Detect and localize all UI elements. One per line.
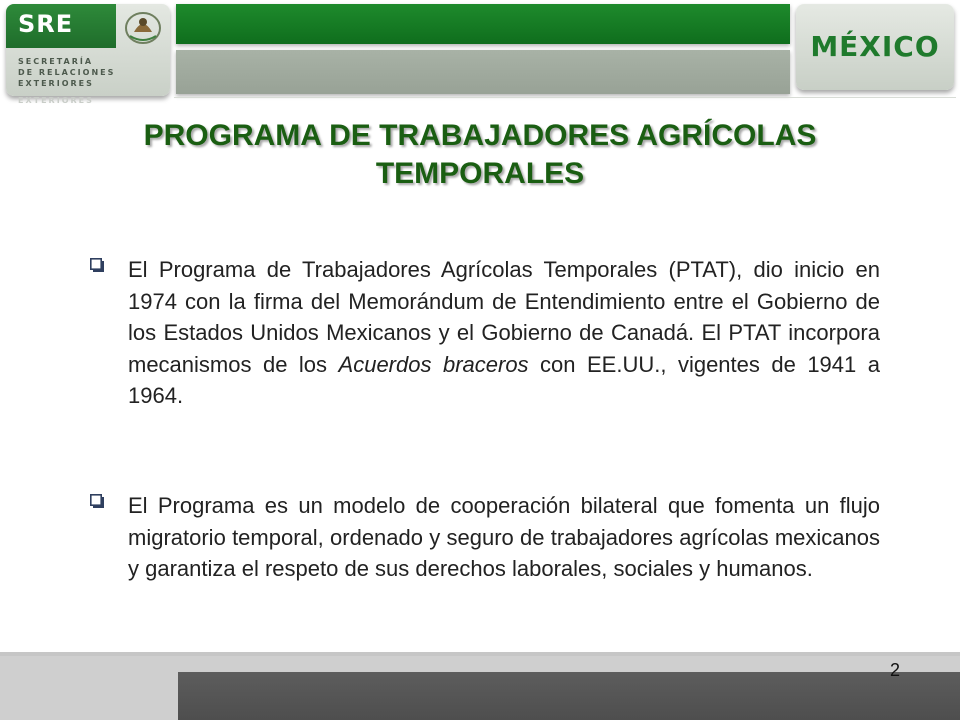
slide-title-line-1: PROGRAMA DE TRABAJADORES AGRÍCOLAS xyxy=(143,119,817,152)
bullet-text xyxy=(128,254,880,412)
footer-dark-band xyxy=(178,672,960,720)
hollow-square-checkbox-icon xyxy=(90,258,104,272)
sre-abbreviation: SRE xyxy=(18,10,74,38)
bullet-text: El Programa es un modelo de cooperación bilateral que fomenta un flujo migratorio temporal, ordenado y seguro de trabajadores agrícolas mexicanos y garantiza el respeto de sus derechos laborales, sociales y humanos. xyxy=(128,493,880,581)
bullet-item-ptat-origin xyxy=(90,254,880,412)
slide-title xyxy=(40,117,920,193)
bullet-text-part: El Programa de Trabajadores Agrícolas Temporales (PTAT), dio inicio en 1974 con la firma del Memorándum de Entendimiento entre el Gobierno de los Estados Unidos Mexicanos y el Gobierno de Canadá. El PTAT incorpora mecanismos de los xyxy=(128,257,880,377)
mexico-logo-text: MÉXICO xyxy=(810,30,940,63)
sre-logo-reflection: EXTERIORES xyxy=(18,96,94,105)
sre-full-name xyxy=(18,56,168,89)
sre-logo xyxy=(6,4,170,96)
sre-logo-green-block xyxy=(6,4,116,48)
page-number: 2 xyxy=(889,660,900,680)
bullet-item-cooperation-model xyxy=(90,490,880,585)
header-green-bar xyxy=(176,4,790,44)
header-divider xyxy=(174,97,956,98)
header-gray-bar xyxy=(176,50,790,94)
bullet-text-part: con EE.UU., vigentes de 1941 a 1964. xyxy=(128,351,880,408)
sre-name-line: DE RELACIONES xyxy=(18,68,116,77)
sre-name-line: EXTERIORES xyxy=(18,79,94,88)
mexican-coat-of-arms-icon xyxy=(122,8,164,46)
mexico-logo xyxy=(796,4,954,90)
sre-name-line: SECRETARÍA xyxy=(18,57,94,66)
bullet-text-italic: Acuerdos braceros xyxy=(338,351,529,377)
slide-title-line-2: TEMPORALES xyxy=(375,157,585,190)
hollow-square-checkbox-icon xyxy=(90,494,104,508)
